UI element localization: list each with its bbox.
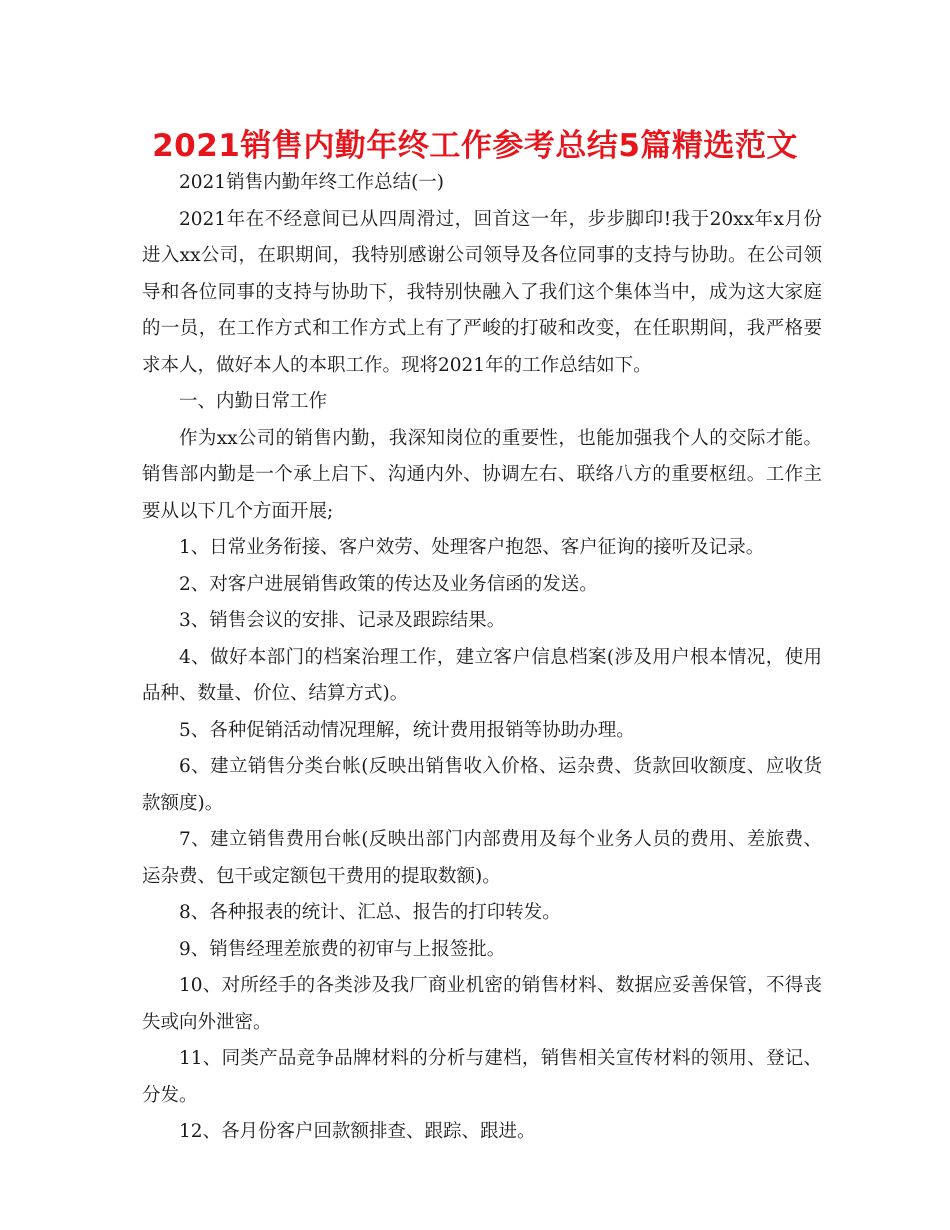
- list-item: 2、对客户进展销售政策的传达及业务信函的发送。: [179, 573, 598, 595]
- list-item: 9、销售经理差旅费的初审与上报签批。: [179, 938, 506, 960]
- list-item: 12、各月份客户回款额排查、跟踪、跟进。: [179, 1121, 536, 1142]
- list-item: 6、建立销售分类台帐(反映出销售收入价格、运杂费、货款回收额度、应收货款额度)。: [142, 756, 822, 814]
- list-item: 4、做好本部门的档案治理工作，建立客户信息档案(涉及用户根本情况，使用品种、数量、价位、结算方式)。: [142, 646, 822, 704]
- intro-paragraph: 2021年在不经意间已从四周滑过，回首这一年，步步脚印!我于20xx年x月份进入xx公司，在职期间，我特别感谢公司领导及各位同事的支持与协助。在公司领导和各位同事的支持与协助下，我特别快融入了我们这个集体当中，成为这大家庭的一员，在工作方式和工作方式上有了严峻的打破和改变，在任职期间，我严格要求本人，做好本人的本职工作。现将2021年的工作总结如下。: [142, 208, 822, 376]
- section-heading: 2021销售内勤年终工作总结(一): [179, 172, 445, 193]
- list-item: 8、各种报表的统计、汇总、报告的打印转发。: [179, 902, 561, 923]
- list-item: 7、建立销售费用台帐(反映出部门内部费用及每个业务人员的费用、差旅费、运杂费、包干或定额包干费用的提取数额)。: [142, 829, 822, 887]
- list-item: 5、各种促销活动情况理解，统计费用报销等协助办理。: [179, 719, 635, 741]
- subsection-heading: 一、内勤日常工作: [179, 391, 328, 412]
- list-item: 11、同类产品竞争品牌材料的分析与建档，销售相关宣传材料的领用、登记、分发。: [142, 1048, 822, 1106]
- list-item: 1、日常业务衔接、客户效劳、处理客户抱怨、客户征询的接听及记录。: [179, 537, 765, 558]
- document-title: 2021销售内勤年终工作参考总结5篇精选范文: [152, 128, 798, 164]
- list-item: 3、销售会议的安排、记录及跟踪结果。: [179, 610, 506, 631]
- body-paragraph: 作为xx公司的销售内勤，我深知岗位的重要性，也能加强我个人的交际才能。销售部内勤是一个承上启下、沟通内外、协调左右、联络八方的重要枢纽。工作主要从以下几个方面开展;: [142, 427, 822, 522]
- document-body: [142, 165, 822, 1151]
- list-item: 10、对所经手的各类涉及我厂商业机密的销售材料、数据应妥善保管，不得丧失或向外泄密。: [142, 975, 822, 1033]
